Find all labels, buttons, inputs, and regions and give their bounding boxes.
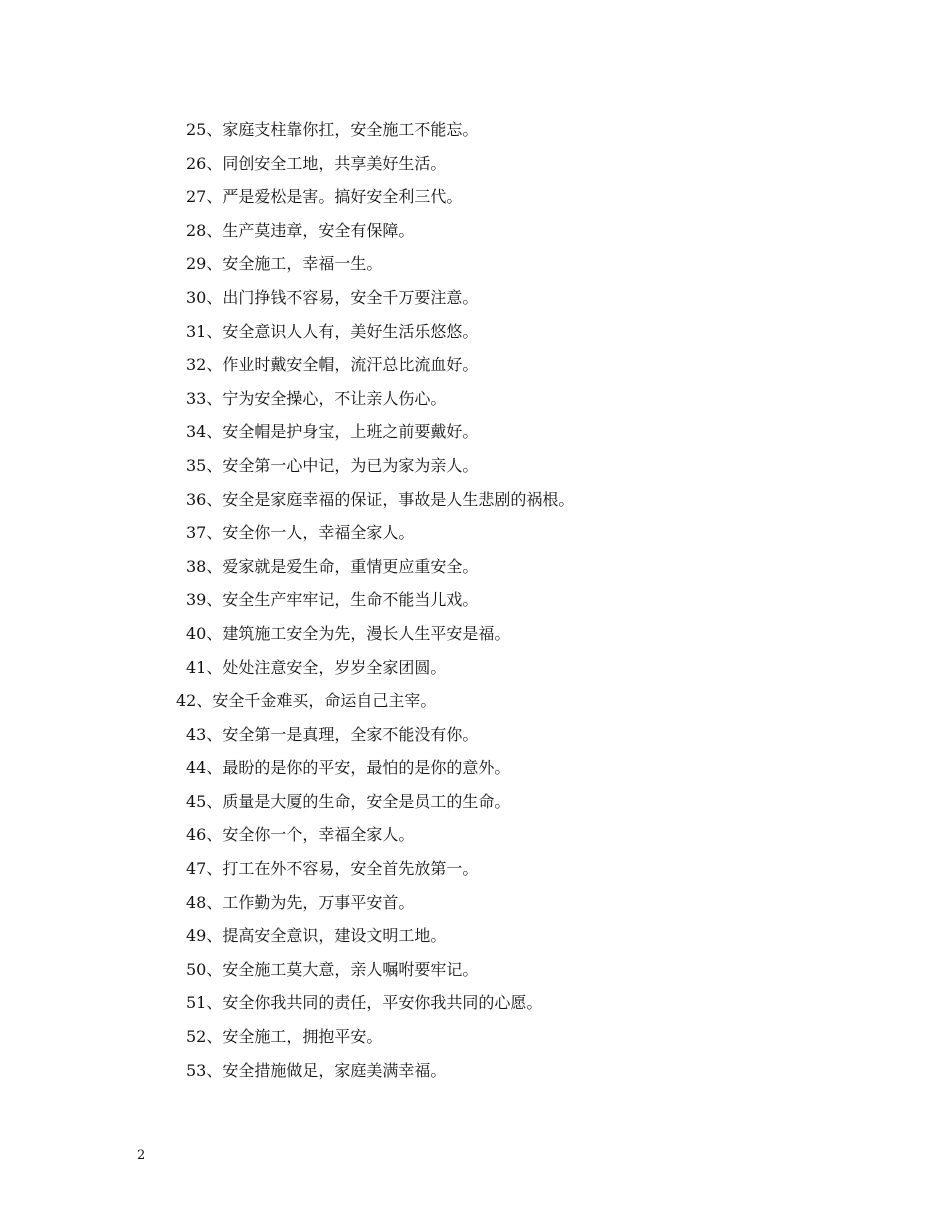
list-item: 29、安全施工，幸福一生。 [186,254,383,274]
list-item: 45、质量是大厦的生命，安全是员工的生命。 [186,791,511,811]
list-item: 35、安全第一心中记，为已为家为亲人。 [186,455,479,475]
list-item: 49、提高安全意识，建设文明工地。 [186,926,447,946]
list-item: 25、家庭支柱靠你扛，安全施工不能忘。 [186,120,479,139]
list-item: 47、打工在外不容易，安全首先放第一。 [186,859,479,879]
list-item: 39、安全生产牢牢记，生命不能当儿戏。 [186,590,479,610]
list-item: 42、安全千金难买，命运自己主宰。 [176,691,437,711]
list-item: 27、严是爱松是害。搞好安全利三代。 [186,187,463,207]
list-item: 51、安全你我共同的责任，平安你我共同的心愿。 [186,993,543,1013]
slogan-list [176,118,575,1092]
list-item: 41、处处注意安全，岁岁全家团圆。 [186,657,447,677]
list-item: 43、安全第一是真理，全家不能没有你。 [186,724,479,744]
list-item: 34、安全帽是护身宝，上班之前要戴好。 [186,422,479,442]
list-item: 40、建筑施工安全为先，漫长人生平安是福。 [186,623,511,643]
list-item: 53、安全措施做足，家庭美满幸福。 [186,1060,447,1080]
page-number: 2 [137,1148,146,1163]
list-item: 50、安全施工莫大意，亲人嘱咐要牢记。 [186,959,479,979]
list-item: 28、生产莫违章，安全有保障。 [186,220,415,240]
list-item: 30、出门挣钱不容易，安全千万要注意。 [186,287,479,307]
list-item: 52、安全施工，拥抱平安。 [186,1027,383,1047]
list-item: 48、工作勤为先，万事平安首。 [186,892,415,912]
list-item: 31、安全意识人人有，美好生活乐悠悠。 [186,321,479,341]
list-item: 36、安全是家庭幸福的保证，事故是人生悲剧的祸根。 [186,489,575,509]
list-item: 37、安全你一人，幸福全家人。 [186,523,415,543]
list-item: 32、作业时戴安全帽，流汗总比流血好。 [186,355,479,375]
list-item: 44、最盼的是你的平安，最怕的是你的意外。 [186,758,511,778]
list-item: 33、宁为安全操心，不让亲人伤心。 [186,388,447,408]
list-item: 46、安全你一个，幸福全家人。 [186,825,415,845]
list-item: 38、爱家就是爱生命，重情更应重安全。 [186,556,479,576]
list-item: 26、同创安全工地，共享美好生活。 [186,153,447,173]
